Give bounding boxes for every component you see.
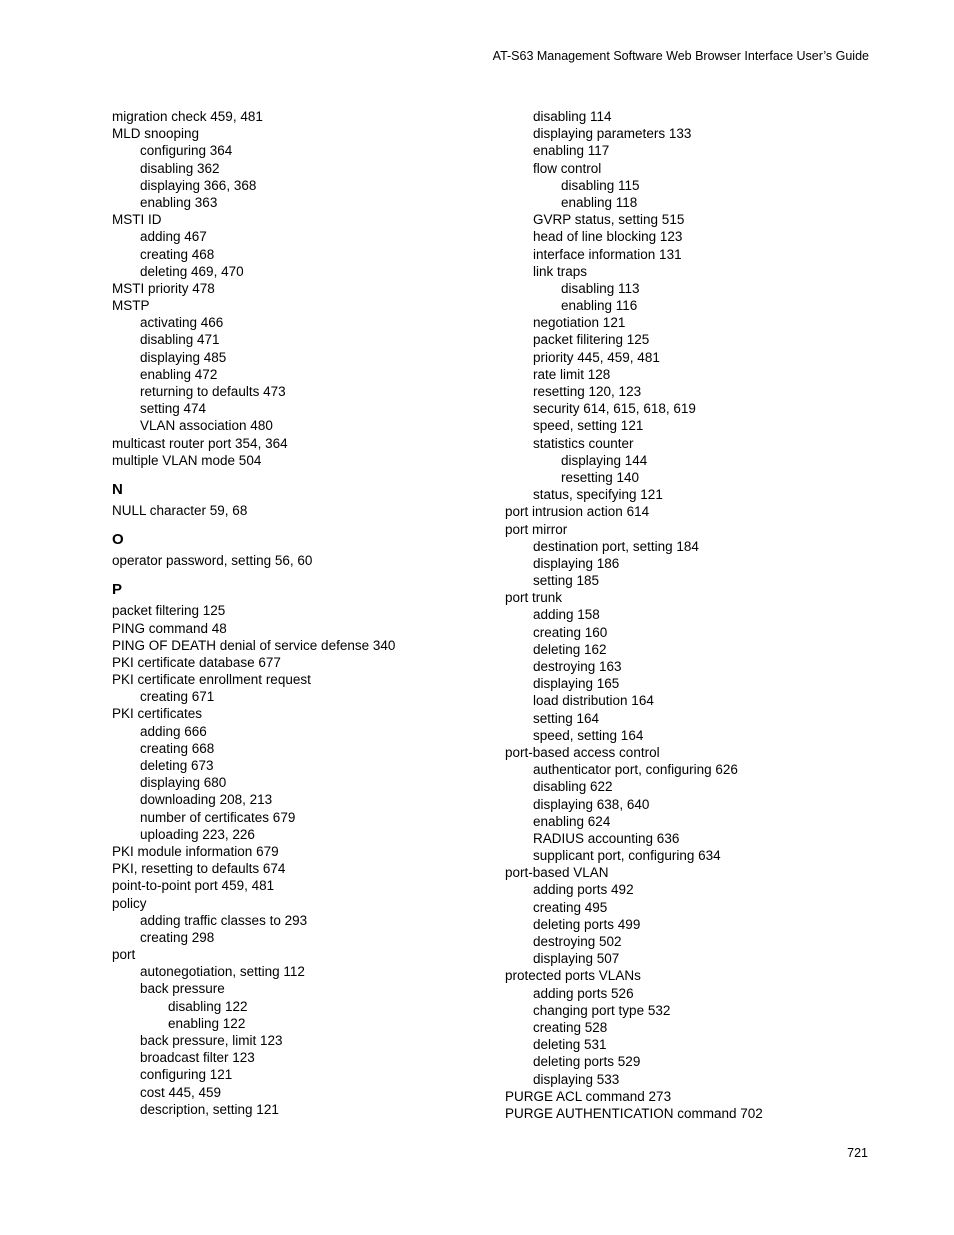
index-subentry: packet filitering 125 — [533, 332, 650, 348]
index-subentry: displaying 165 — [533, 676, 620, 692]
index-subentry: resetting 120, 123 — [533, 384, 642, 399]
index-subentry: disabling 122 — [168, 998, 248, 1014]
index-entry: MSTP — [112, 298, 150, 314]
page-number: 721 — [847, 1146, 868, 1160]
index-subentry: creating 528 — [533, 1019, 608, 1035]
index-subentry: adding traffic classes to 293 — [140, 912, 308, 928]
index-subentry: cost 445, 459 — [140, 1084, 222, 1100]
index-subentry: interface information 131 — [533, 246, 682, 262]
index-subentry: enabling 363 — [140, 194, 218, 210]
index-subentry: broadcast filter 123 — [140, 1050, 255, 1066]
index-subentry: configuring 121 — [140, 1067, 233, 1083]
index-entry: PING command 48 — [112, 620, 227, 636]
index-entry: PURGE ACL command 273 — [505, 1088, 672, 1104]
index-entry: packet filtering 125 — [112, 603, 226, 619]
index-subentry: creating 160 — [533, 624, 608, 640]
index-subentry: adding 467 — [140, 229, 207, 245]
index-entry: operator password, setting 56, 60 — [112, 553, 313, 569]
index-section-letter: O — [112, 531, 124, 549]
index-entry: port — [112, 947, 136, 963]
index-subentry: status, specifying 121 — [533, 487, 663, 503]
index-entry: PING OF DEATH denial of service defense 340 — [112, 637, 396, 653]
index-subentry: destroying 163 — [533, 659, 622, 674]
index-subentry: creating 298 — [140, 929, 215, 945]
index-subentry: displaying 507 — [533, 951, 620, 967]
index-subentry: changing port type 532 — [533, 1002, 671, 1018]
index-subentry: adding 158 — [533, 607, 600, 623]
index-subentry: activating 466 — [140, 315, 224, 331]
index-column-left — [112, 108, 492, 1118]
index-entry: port trunk — [505, 590, 563, 606]
index-entry: point-to-point port 459, 481 — [112, 878, 275, 894]
index-subentry: deleting 531 — [533, 1037, 607, 1053]
index-subentry: disabling 622 — [533, 779, 613, 795]
index-subentry: flow control — [533, 160, 602, 176]
index-subentry: disabling 114 — [533, 109, 612, 124]
index-subentry: enabling 624 — [533, 813, 611, 829]
index-entry: MLD snooping — [112, 126, 200, 142]
index-subentry: disabling 113 — [561, 280, 640, 296]
index-entry: protected ports VLANs — [505, 968, 641, 984]
index-subentry: deleting 162 — [533, 641, 607, 657]
index-subentry: rate limit 128 — [533, 366, 611, 382]
index-section-letter: P — [112, 581, 123, 599]
index-entry: PURGE AUTHENTICATION command 702 — [505, 1105, 763, 1121]
index-subentry: enabling 117 — [533, 143, 610, 159]
index-subentry: creating 468 — [140, 246, 215, 262]
index-subentry: setting 185 — [533, 573, 600, 589]
index-subentry: load distribution 164 — [533, 693, 654, 709]
index-subentry: displaying 533 — [533, 1071, 620, 1087]
index-subentry: deleting 673 — [140, 758, 214, 773]
index-subentry: setting 164 — [533, 710, 600, 726]
index-subentry: disabling 115 — [561, 177, 640, 193]
index-entry: PKI certificate database 677 — [112, 654, 281, 670]
index-subentry: adding ports 492 — [533, 882, 634, 898]
index-subentry: speed, setting 121 — [533, 418, 644, 434]
index-entry: port-based access control — [505, 744, 660, 760]
index-subentry: negotiation 121 — [533, 315, 626, 331]
index-section-letter: N — [112, 480, 123, 498]
index-subentry: enabling 116 — [561, 298, 638, 314]
index-subentry: security 614, 615, 618, 619 — [533, 401, 696, 417]
index-subentry: enabling 472 — [140, 366, 218, 382]
index-subentry: displaying 186 — [533, 555, 620, 571]
index-subentry: authenticator port, configuring 626 — [533, 762, 738, 778]
index-entry: NULL character 59, 68 — [112, 502, 248, 518]
index-entry: MSTI ID — [112, 212, 162, 228]
index-subentry: adding 666 — [140, 723, 207, 739]
index-subentry: speed, setting 164 — [533, 727, 644, 743]
index-entry: multiple VLAN mode 504 — [112, 452, 262, 468]
index-subentry: autonegotiation, setting 112 — [140, 964, 305, 980]
index-entry: MSTI priority 478 — [112, 280, 215, 296]
index-subentry: destroying 502 — [533, 934, 622, 949]
index-subentry: displaying 680 — [140, 775, 227, 791]
index-subentry: GVRP status, setting 515 — [533, 212, 685, 228]
index-subentry: link traps — [533, 263, 588, 279]
index-subentry: setting 474 — [140, 401, 207, 417]
index-subentry: displaying 144 — [561, 452, 648, 468]
index-subentry: downloading 208, 213 — [140, 792, 273, 808]
index-subentry: displaying 485 — [140, 349, 227, 365]
index-subentry: deleting ports 499 — [533, 916, 641, 932]
index-entry: port-based VLAN — [505, 865, 609, 881]
index-subentry: deleting ports 529 — [533, 1054, 641, 1070]
index-subentry: priority 445, 459, 481 — [533, 349, 660, 365]
index-subentry: configuring 364 — [140, 143, 233, 159]
index-subentry: back pressure, limit 123 — [140, 1033, 283, 1048]
index-subentry: VLAN association 480 — [140, 418, 273, 434]
index-subentry: statistics counter — [533, 435, 634, 451]
index-subentry: back pressure — [140, 981, 225, 997]
index-subentry: creating 668 — [140, 740, 215, 756]
index-subentry: head of line blocking 123 — [533, 229, 683, 245]
index-subentry: displaying 638, 640 — [533, 796, 650, 812]
index-subentry: deleting 469, 470 — [140, 263, 244, 279]
index-subentry: displaying parameters 133 — [533, 126, 692, 142]
index-subentry: destination port, setting 184 — [533, 538, 699, 554]
index-entry: PKI certificate enrollment request — [112, 672, 311, 688]
index-entry: port mirror — [505, 521, 568, 537]
index-subentry: RADIUS accounting 636 — [533, 830, 680, 846]
index-column-right — [505, 108, 905, 1122]
index-subentry: enabling 118 — [561, 194, 638, 210]
index-subentry: number of certificates 679 — [140, 809, 296, 825]
index-subentry: displaying 366, 368 — [140, 177, 257, 193]
index-subentry: supplicant port, configuring 634 — [533, 848, 721, 864]
index-subentry: disabling 471 — [140, 332, 220, 348]
index-subentry: creating 671 — [140, 689, 215, 705]
index-entry: port intrusion action 614 — [505, 504, 650, 520]
index-entry: PKI module information 679 — [112, 843, 279, 859]
index-subentry: creating 495 — [533, 899, 608, 915]
index-subentry: disabling 362 — [140, 160, 220, 176]
running-header: AT-S63 Management Software Web Browser Interface User’s Guide — [492, 49, 869, 63]
index-entry: migration check 459, 481 — [112, 109, 263, 124]
index-entry: policy — [112, 895, 147, 911]
index-subentry: resetting 140 — [561, 469, 640, 485]
index-subentry: enabling 122 — [168, 1015, 246, 1031]
index-subentry: returning to defaults 473 — [140, 384, 286, 399]
index-subentry: description, setting 121 — [140, 1101, 279, 1117]
index-subentry: uploading 223, 226 — [140, 826, 255, 842]
index-entry: multicast router port 354, 364 — [112, 435, 288, 451]
index-subentry: adding ports 526 — [533, 985, 634, 1001]
index-entry: PKI, resetting to defaults 674 — [112, 861, 286, 877]
index-entry: PKI certificates — [112, 706, 203, 722]
